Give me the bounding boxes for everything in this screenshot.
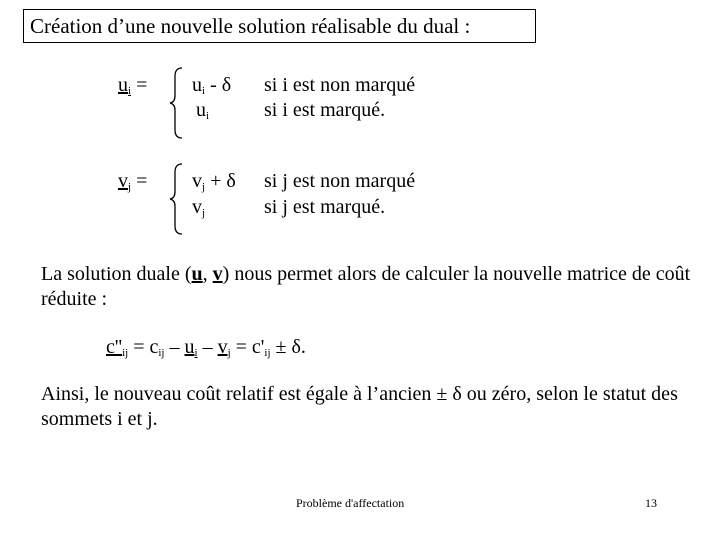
formula-v: v	[217, 336, 228, 358]
formula-c-double-prime: c''	[106, 336, 123, 358]
u-case2-var: u	[196, 99, 206, 121]
para1-text-start: La solution duale (	[41, 263, 192, 285]
u-rule-lhs	[118, 74, 147, 97]
u-lhs-eq: =	[131, 74, 148, 96]
u-case2-condition: si i est marqué.	[264, 99, 386, 121]
v-case2-sub: j	[202, 207, 206, 219]
v-case1-sub: j	[202, 181, 206, 193]
dual-solution-paragraph	[41, 262, 691, 312]
formula-u-sub: i	[194, 347, 198, 359]
para1-comma: ,	[202, 263, 213, 285]
u-case2-sub: i	[206, 110, 210, 122]
u-case1-expr	[192, 74, 231, 97]
relative-cost-paragraph: Ainsi, le nouveau coût relatif est égale à l’ancien ± δ ou zéro, selon le statut des sommets i et j.	[41, 383, 678, 430]
v-lhs-var: v	[118, 170, 128, 192]
formula-minus2: –	[197, 336, 218, 358]
u-case1-var: u	[192, 74, 202, 96]
formula-sub-ij-1: ij	[122, 347, 129, 359]
v-case1-condition: si j est non marqué	[264, 170, 416, 192]
slide-title: Création d’une nouvelle solution réalisable du dual :	[23, 9, 536, 43]
footer-text: Problème d'affectation	[296, 496, 405, 510]
v-lhs-sub: j	[128, 181, 132, 193]
para1-v: v	[212, 263, 223, 285]
page-number: 13	[645, 496, 657, 510]
v-rule-brace	[168, 162, 188, 236]
formula-v-sub: j	[227, 347, 231, 359]
formula-sub-ij-3: ij	[264, 347, 271, 359]
para1-u: u	[191, 263, 203, 285]
u-lhs-sub: i	[128, 85, 132, 97]
v-case1-rest: + δ	[205, 170, 236, 192]
formula-eq2: = c'	[230, 336, 265, 358]
formula-tail: ± δ.	[270, 336, 306, 358]
v-rule-lhs	[118, 170, 147, 193]
u-rule-brace	[168, 66, 188, 140]
u-lhs-var: u	[118, 74, 128, 96]
v-lhs-eq: =	[131, 170, 148, 192]
u-case1-rest: - δ	[205, 74, 232, 96]
formula-sub-ij-2: ij	[158, 347, 165, 359]
u-case1-sub: i	[202, 85, 206, 97]
u-case1-condition: si i est non marqué	[264, 74, 416, 96]
v-case2-condition: si j est marqué.	[264, 196, 386, 218]
reduced-cost-formula	[106, 336, 306, 359]
formula-minus1: –	[164, 336, 185, 358]
formula-u: u	[184, 336, 195, 358]
v-case2-expr	[192, 196, 205, 219]
v-case1-var: v	[192, 170, 202, 192]
u-case2-expr	[196, 99, 209, 122]
v-case1-expr	[192, 170, 236, 193]
para1-text-end: ) nous permet alors de calculer la nouvelle matrice de coût réduite :	[41, 263, 691, 310]
formula-eq1: = c	[128, 336, 159, 358]
v-case2-var: v	[192, 196, 202, 218]
